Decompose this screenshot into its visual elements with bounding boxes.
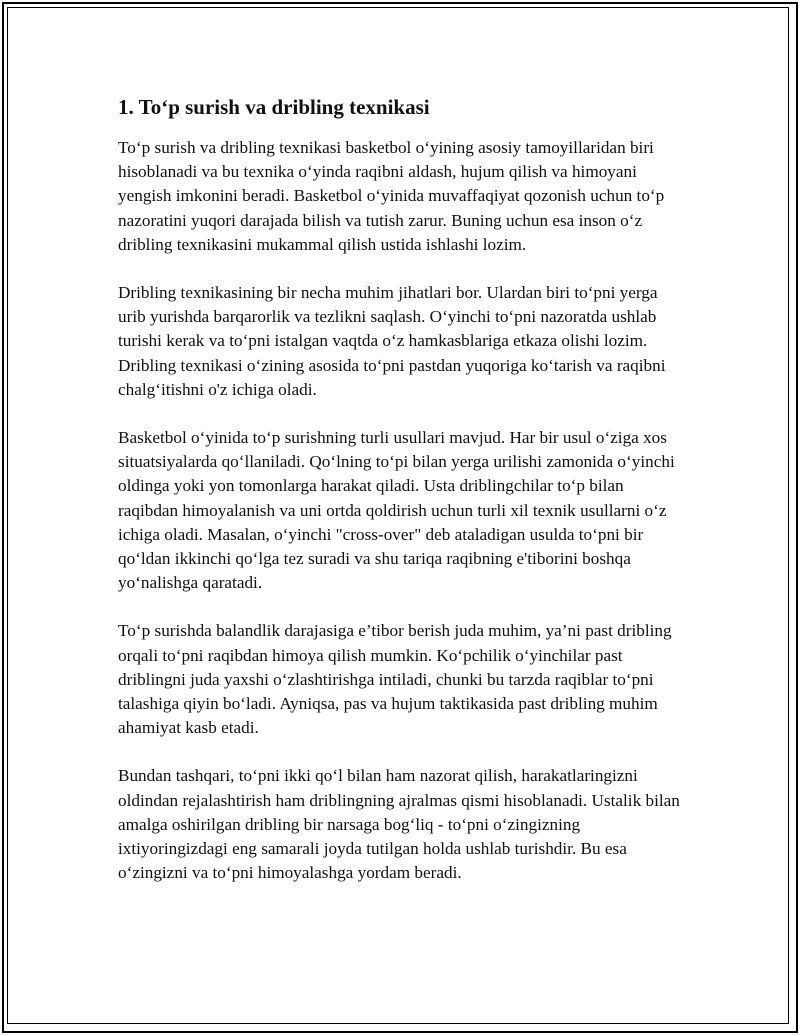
paragraph-5: Bundan tashqari, to‘pni ikki qo‘l bilan ham nazorat qilish, harakatlaringizni oldindan rejalashtirish ham driblingning ajralmas qismi hisoblanadi. Ustalik bilan amalga oshirilgan dribling bir narsaga bog‘liq - to‘pni o‘zingizning ixtiyoringizdagi eng samarali joyda tutilgan holda ushlab turishdir. Bu esa o‘zingizni va to‘pni himoyalashga yordam beradi. (118, 766, 680, 883)
paragraph-2: Dribling texnikasining bir necha muhim jihatlari bor. Ulardan biri to‘pni yerga urib yurishda barqarorlik va tezlikni saqlash. O‘yinchi to‘pni nazoratda ushlab turishi kerak va to‘pni istalgan vaqtda o‘z hamkasblariga etkaza olishi lozim. Dribling texnikasi o‘zining asosida to‘pni pastdan yuqoriga ko‘tarish va raqibni chalg‘itishni o'z ichiga oladi. (118, 283, 666, 399)
document-body (118, 92, 688, 909)
paragraph-4: To‘p surishda balandlik darajasiga e’tibor berish juda muhim, ya’ni past dribling orqali to‘pni raqibdan himoya qilish mumkin. Ko‘pchilik o‘yinchilar past driblingni juda yaxshi o‘zlashtirishga intiladi, chunki bu tarzda raqiblar to‘pni talashiga qiyin bo‘ladi. Ayniqsa, pas va hujum taktikasida past dribling muhim ahamiyat kasb etadi. (118, 621, 672, 738)
section-heading: 1. To‘p surish va dribling texnikasi (118, 95, 430, 119)
paragraph-1: To‘p surish va dribling texnikasi basketbol o‘yining asosiy tamoyillaridan biri hisoblanadi va bu texnika o‘yinda raqibni aldash, hujum qilish va himoyani yengish imkonini beradi. Basketbol o‘yinida muvaffaqiyat qozonish uchun to‘p nazoratini yuqori darajada bilish va tutish zarur. Buning uchun esa inson o‘z dribling texnikasini mukammal qilish ustida ishlashi lozim. (118, 138, 665, 254)
paragraph-3: Basketbol o‘yinida to‘p surishning turli usullari mavjud. Har bir usul o‘ziga xos situatsiyalarda qo‘llaniladi. Qo‘lning to‘pi bilan yerga urilishi zamonida o‘yinchi oldinga yoki yon tomonlarga harakat qiladi. Usta driblingchilar to‘p bilan raqibdan himoyalanish va uni ortda qoldirish uchun turli xil texnik usullarni o‘z ichiga oladi. Masalan, o‘yinchi "cross-over" deb ataladigan usulda to‘pni bir qo‘ldan ikkinchi qo‘lga tez suradi va shu tariqa raqibning e'tiborini boshqa yo‘nalishga qaratadi. (118, 428, 675, 593)
